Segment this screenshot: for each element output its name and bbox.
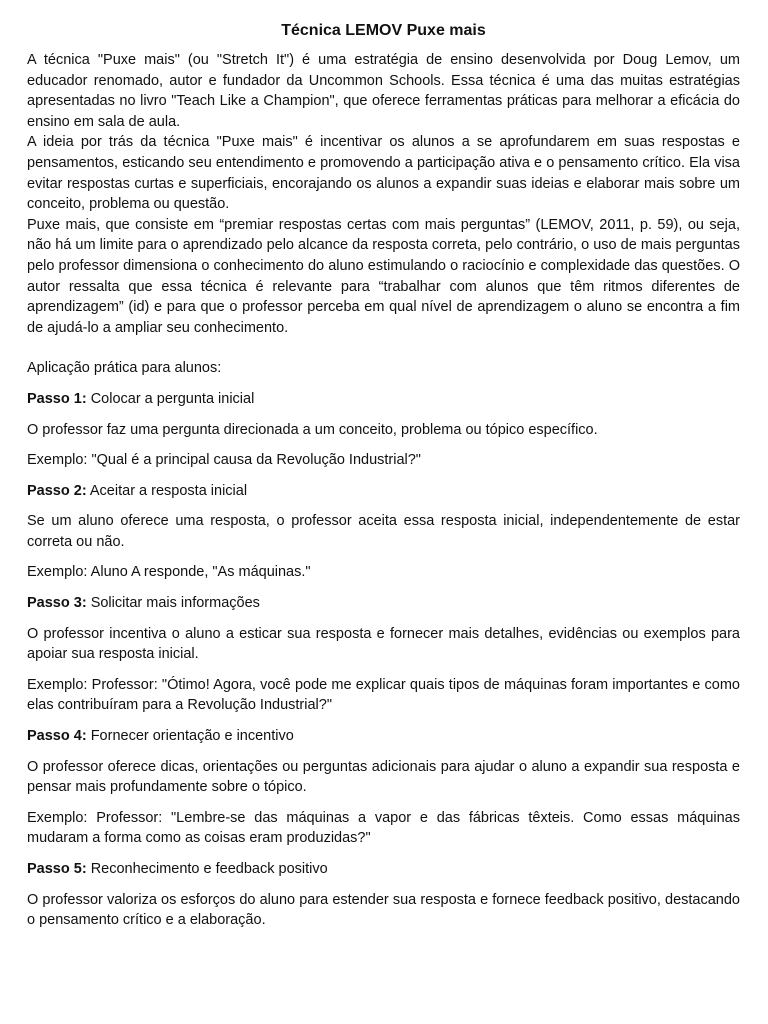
step-example: Exemplo: Professor: "Ótimo! Agora, você pode me explicar quais tipos de máquinas foram importantes e como elas contribuíram para a Revolução Industrial?"	[27, 676, 740, 714]
step-heading	[27, 859, 740, 880]
step-heading	[27, 593, 740, 614]
step-description: O professor faz uma pergunta direcionada a um conceito, problema ou tópico específico.	[27, 421, 598, 438]
intro-paragraph: A ideia por trás da técnica "Puxe mais" é incentivar os alunos a se aprofundarem em suas respostas e pensamentos, esticando seu entendimento e promovendo a participação ativa e o pensamento crítico. Ela visa evitar respostas curtas e superficiais, encorajando os alunos a expandir suas ideias e elaborar mais sobre um conceito, problema ou questão.	[27, 134, 740, 213]
application-section	[27, 358, 740, 930]
application-heading: Aplicação prática para alunos:	[27, 360, 222, 377]
step-description: O professor valoriza os esforços do aluno para estender sua resposta e fornece feedback positivo, destacando o pensamento crítico e a elaboração.	[27, 891, 740, 929]
intro-paragraph: Puxe mais, que consiste em “premiar respostas certas com mais perguntas” (LEMOV, 2011, p. 59), ou seja, não há um limite para o aprendizado pelo alcance da resposta correta, pelo contrário, o uso de mais perguntas pelo professor dimensiona o conhecimento do aluno estimulando o raciocínio e complexidade das questões. O autor ressalta que essa técnica é relevante para “trabalhar com alunos que têm ritmos diferentes de aprendizagem” (id) e para que o professor perceba em qual nível de aprendizagem o aluno se encontra a fim de ajudá-lo a ampliar seu conhecimento.	[27, 216, 740, 336]
step-title: Solicitar mais informações	[90, 595, 260, 612]
step-label: Passo 4:	[27, 728, 87, 745]
step-description: O professor incentiva o aluno a esticar sua resposta e fornecer mais detalhes, evidências ou exemplos para apoiar sua resposta inicial.	[27, 625, 740, 663]
intro-section	[27, 50, 740, 338]
step-title: Aceitar a resposta inicial	[89, 482, 248, 499]
document-page	[27, 20, 740, 941]
step-heading	[27, 389, 740, 410]
step-label: Passo 5:	[27, 861, 87, 877]
step-label: Passo 1:	[27, 390, 87, 407]
step-heading	[27, 481, 740, 502]
document-title: Técnica LEMOV Puxe mais	[281, 22, 486, 39]
step-example: Exemplo: "Qual é a principal causa da Revolução Industrial?"	[27, 452, 421, 469]
step-label: Passo 3:	[27, 595, 87, 612]
step-title: Colocar a pergunta inicial	[90, 390, 255, 407]
step-example: Exemplo: Aluno A responde, "As máquinas."	[27, 564, 311, 581]
step-example: Exemplo: Professor: "Lembre-se das máquinas a vapor e das fábricas têxteis. Como essas máquinas mudaram a forma como as coisas eram produzidas?"	[27, 809, 740, 847]
step-description: Se um aluno oferece uma resposta, o professor aceita essa resposta inicial, independentemente de estar correta ou não.	[27, 513, 740, 550]
step-label: Passo 2:	[27, 482, 87, 499]
step-title: Reconhecimento e feedback positivo	[90, 861, 328, 877]
step-description: O professor oferece dicas, orientações ou perguntas adicionais para ajudar o aluno a expandir sua resposta e pensar mais profundamente sobre o tópico.	[27, 758, 740, 796]
spacer	[27, 338, 740, 358]
step-heading	[27, 726, 740, 747]
step-title: Fornecer orientação e incentivo	[90, 728, 294, 745]
intro-paragraph: A técnica "Puxe mais" (ou "Stretch It") é uma estratégia de ensino desenvolvida por Doug Lemov, um educador renomado, autor e fundador da Uncommon Schools. Essa técnica é uma das muitas estratégias apresentadas no livro "Teach Like a Champion", que oferece ferramentas práticas para melhorar a eficácia do ensino em sala de aula.	[27, 52, 740, 130]
